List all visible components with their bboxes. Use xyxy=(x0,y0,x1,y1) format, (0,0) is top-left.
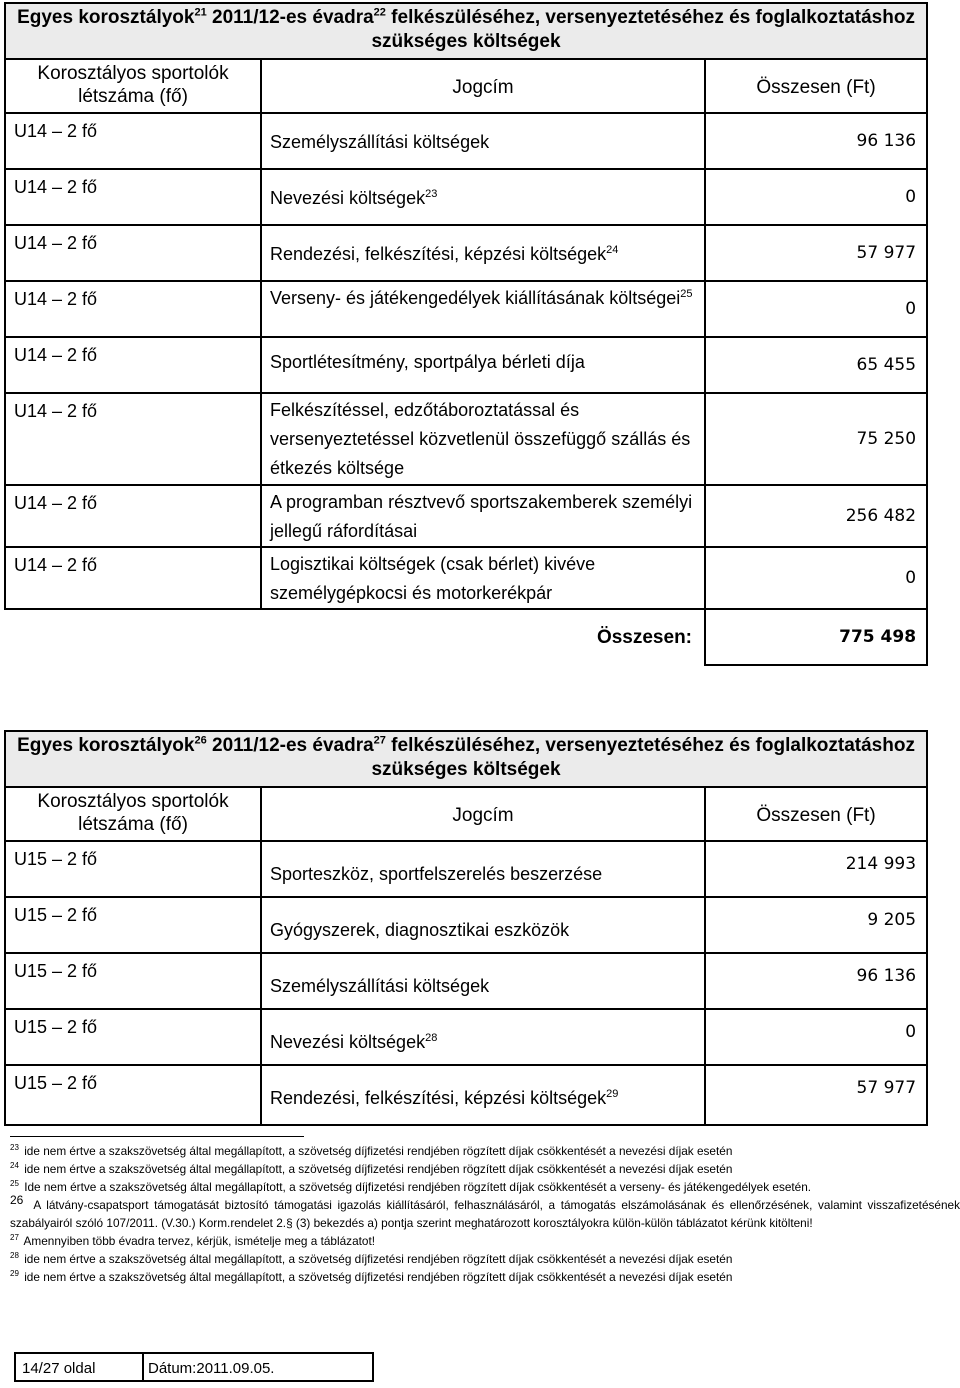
table-row xyxy=(5,841,927,897)
row-desc xyxy=(261,841,705,897)
row-desc-text: Személyszállítási költségek xyxy=(270,976,490,996)
row-amount: 96 136 xyxy=(705,113,927,169)
row-amount: 0 xyxy=(705,547,927,609)
table-row xyxy=(5,897,927,953)
row-age: U14 – 2 fő xyxy=(5,169,261,225)
footnote xyxy=(10,1268,960,1286)
table-row xyxy=(5,485,927,547)
footnote xyxy=(10,1142,960,1160)
footnote-text: ide nem értve a szakszövetség által megállapított, a szövetség díjfizetési rendjében rögzített díjak csökkentését a nevezési díjak esetén xyxy=(24,1144,733,1158)
table-row xyxy=(5,225,927,281)
footnote xyxy=(10,1232,960,1250)
table-row xyxy=(5,547,927,609)
row-desc-text: Nevezési költségek xyxy=(270,188,426,208)
row-age: U15 – 2 fő xyxy=(5,841,261,897)
row-age: U15 – 2 fő xyxy=(5,1065,261,1125)
row-amount: 9 205 xyxy=(705,897,927,953)
footnote-number: 27 xyxy=(10,1233,19,1243)
footnote-number: 24 xyxy=(10,1161,19,1171)
row-desc-text: Gyógyszerek, diagnosztikai eszközök xyxy=(270,920,570,940)
header-title: Jogcím xyxy=(261,787,705,841)
header-total: Összesen (Ft) xyxy=(705,787,927,841)
footnote-ref: 21 xyxy=(194,6,207,19)
footnote-text: ide nem értve a szakszövetség által megállapított, a szövetség díjfizetési rendjében rögzített díjak csökkentését a nevezési díjak esetén xyxy=(24,1270,733,1284)
total-label: Összesen: xyxy=(596,626,692,648)
row-amount: 65 455 xyxy=(705,337,927,393)
row-amount: 0 xyxy=(705,281,927,337)
footnote-ref: 23 xyxy=(425,188,438,200)
footnote-text: A látvány-csapatsport támogatását biztosító támogatási igazolás kiállításáról, felhasználásáról, a támogatás elszámolásának és ellenőrzésének, valamint visszafizetésének szabályairól szóló 107/2011. (V.30.) Korm.rendelet 2.§ (3) bekezdés a) pontja szerint meghatározott korosztályokra külön-külön táblázatot kérünk kitölteni! xyxy=(10,1198,960,1230)
row-desc-text: Sporteszköz, sportfelszerelés beszerzése xyxy=(270,864,603,884)
row-age: U14 – 2 fő xyxy=(5,337,261,393)
row-desc xyxy=(261,281,705,337)
cost-table-u14 xyxy=(4,2,928,666)
title-text: Egyes korosztályok xyxy=(17,735,195,756)
row-desc-text: Személyszállítási költségek xyxy=(270,132,490,152)
row-desc xyxy=(261,953,705,1009)
row-amount: 57 977 xyxy=(705,1065,927,1125)
footnote-number: 23 xyxy=(10,1143,19,1153)
row-desc-text: Logisztikai költségek (csak bérlet) kivéve személygépkocsi és motorkerékpár xyxy=(270,554,596,603)
row-age: U14 – 2 fő xyxy=(5,281,261,337)
row-amount: 256 482 xyxy=(705,485,927,547)
header-age: Korosztályos sportolók létszáma (fő) xyxy=(5,787,261,841)
total-row xyxy=(5,609,927,665)
footnote-text: ide nem értve a szakszövetség által megállapított, a szövetség díjfizetési rendjében rögzített díjak csökkentését a nevezési díjak esetén xyxy=(24,1252,733,1266)
footnote-ref: 27 xyxy=(373,734,386,747)
footnote-text: ide nem értve a szakszövetség által megállapított, a szövetség díjfizetési rendjében rögzített díjak csökkentését a nevezési díjak esetén xyxy=(24,1162,733,1176)
row-age: U14 – 2 fő xyxy=(5,547,261,609)
table-row xyxy=(5,113,927,169)
footnotes xyxy=(10,1142,960,1286)
row-amount: 0 xyxy=(705,1009,927,1065)
row-age: U14 – 2 fő xyxy=(5,393,261,485)
total-amount: 775 498 xyxy=(705,609,927,665)
page-number: 14/27 oldal xyxy=(14,1352,144,1382)
footnote-ref: 24 xyxy=(606,244,619,256)
table-title xyxy=(5,731,927,787)
row-desc-text: Rendezési, felkészítési, képzési költségek xyxy=(270,1088,607,1108)
footnote xyxy=(10,1178,960,1196)
row-desc xyxy=(261,225,705,281)
footnote-text: Amennyiben több évadra tervez, kérjük, ismételje meg a táblázatot! xyxy=(23,1234,376,1248)
row-desc xyxy=(261,897,705,953)
footnote-ref: 28 xyxy=(425,1032,438,1044)
row-age: U14 – 2 fő xyxy=(5,113,261,169)
row-desc-text: Rendezési, felkészítési, képzési költségek xyxy=(270,244,607,264)
row-age: U14 – 2 fő xyxy=(5,225,261,281)
row-desc-text: Nevezési költségek xyxy=(270,1032,426,1052)
table-title xyxy=(5,3,927,59)
row-desc-text: Verseny- és játékengedélyek kiállításának költségei xyxy=(270,288,681,308)
table-row xyxy=(5,281,927,337)
title-text: felkészüléséhez, versenyeztetéséhez és foglalkoztatáshoz szükséges költségek xyxy=(371,735,915,780)
header-total: Összesen (Ft) xyxy=(705,59,927,113)
row-age: U14 – 2 fő xyxy=(5,485,261,547)
table-row xyxy=(5,953,927,1009)
row-desc-text: Sportlétesítmény, sportpálya bérleti díja xyxy=(270,352,585,372)
footnote-separator xyxy=(10,1136,304,1137)
footnote xyxy=(10,1193,960,1232)
row-desc xyxy=(261,393,705,485)
document-date: Dátum:2011.09.05. xyxy=(142,1352,374,1382)
row-desc-text: A programban résztvevő sportszakemberek személyi jellegű ráfordításai xyxy=(270,492,693,541)
cost-table-u15 xyxy=(4,730,928,1126)
table-row xyxy=(5,1065,927,1125)
row-desc xyxy=(261,1065,705,1125)
row-desc xyxy=(261,547,705,609)
footnote-ref: 25 xyxy=(680,288,693,300)
row-amount: 214 993 xyxy=(705,841,927,897)
row-amount: 96 136 xyxy=(705,953,927,1009)
footnote-number: 26 xyxy=(10,1193,24,1208)
title-text: felkészüléséhez, versenyeztetéséhez és foglalkoztatáshoz szükséges költségek xyxy=(371,7,915,52)
footnote xyxy=(10,1160,960,1178)
row-age: U15 – 2 fő xyxy=(5,1009,261,1065)
row-desc-text: Felkészítéssel, edzőtáboroztatással és versenyeztetéssel közvetlenül összefüggő szállás és étkezés költsége xyxy=(270,400,691,478)
row-amount: 75 250 xyxy=(705,393,927,485)
footnote-ref: 29 xyxy=(606,1088,619,1100)
table-row xyxy=(5,169,927,225)
title-text: 2011/12-es évadra xyxy=(206,735,374,756)
row-amount: 57 977 xyxy=(705,225,927,281)
footnote-number: 25 xyxy=(10,1179,19,1189)
row-amount: 0 xyxy=(705,169,927,225)
footnote-text: Ide nem értve a szakszövetség által megállapított, a szövetség díjfizetési rendjében rögzített díjak csökkentését a verseny- és játékengedélyek esetén. xyxy=(24,1180,812,1194)
row-desc xyxy=(261,113,705,169)
footnote-number: 28 xyxy=(10,1251,19,1261)
table-row xyxy=(5,1009,927,1065)
row-desc xyxy=(261,337,705,393)
row-desc xyxy=(261,485,705,547)
title-text: Egyes korosztályok xyxy=(17,7,195,28)
table-row xyxy=(5,337,927,393)
title-text: 2011/12-es évadra xyxy=(206,7,374,28)
footnote xyxy=(10,1250,960,1268)
row-desc xyxy=(261,1009,705,1065)
table-row xyxy=(5,393,927,485)
row-age: U15 – 2 fő xyxy=(5,897,261,953)
footnote-ref: 26 xyxy=(194,734,207,747)
row-age: U15 – 2 fő xyxy=(5,953,261,1009)
row-desc xyxy=(261,169,705,225)
header-age: Korosztályos sportolók létszáma (fő) xyxy=(5,59,261,113)
footnote-ref: 22 xyxy=(373,6,386,19)
footnote-number: 29 xyxy=(10,1269,19,1279)
header-title: Jogcím xyxy=(261,59,705,113)
